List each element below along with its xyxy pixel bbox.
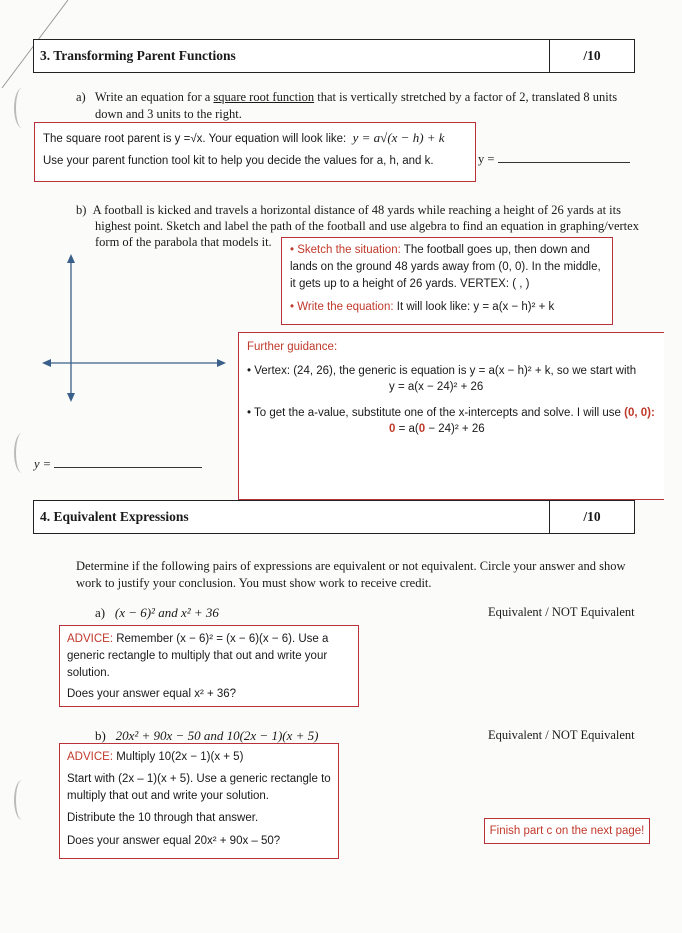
section-4-intro: Determine if the following pairs of expressions are equivalent or not equivalent. Circle your answer and show <box>76 559 626 573</box>
finish-next-page-note: Finish part c on the next page! <box>484 818 650 844</box>
part-3b-question-line2: highest point. Sketch and label the path of the football and use algebra to find an equation in graphing/vertex <box>95 219 639 233</box>
punch-hole-mark <box>14 433 30 473</box>
further-guidance-box: Further guidance: • Vertex: (24, 26), the generic is equation is y = a(x − h)² + k, so we start with y = a(x − 24)² + 26 • To get the a-value, substitute one of the x-intercepts and solve. I will use (0, 0): 0 = a(0 − 24)² + 26 <box>238 332 664 500</box>
section-3-points: /10 <box>549 40 634 72</box>
punch-hole-mark <box>14 780 30 820</box>
part-4b-expression: b) 20x² + 90x − 50 and 10(2x − 1)(x + 5) <box>95 728 319 743</box>
part-4b-choice[interactable]: Equivalent / NOT Equivalent <box>488 728 635 742</box>
part-3a-question-line2: down and 3 units to the right. <box>95 107 242 121</box>
section-3-title: 3. Transforming Parent Functions <box>40 48 236 63</box>
punch-hole-mark <box>14 88 30 128</box>
part-3b-sketch-advice-box: • Sketch the situation: The football goes up, then down and lands on the ground 48 yards away from (0, 0). In the middle, it gets up to a height of 26 yards. VERTEX: ( , ) • Write the equation: It will look like: y = a(x − h)² + k <box>281 237 613 325</box>
part-4b-advice-box: ADVICE: Multiply 10(2x − 1)(x + 5) Start with (2x – 1)(x + 5). Use a generic rectangle to multiply that out and write your solution. Distribute the 10 through that answer. Does your answer equal 20x² + 90x – 50? <box>59 743 339 859</box>
sketch-axes[interactable] <box>40 252 230 404</box>
part-3a-advice-box: The square root parent is y =√x. Your equation will look like: y = a√(x − h) + k Use your parent function tool kit to help you decide the values for a, h, and k. <box>34 122 476 182</box>
part-3a-question: a) Write an equation for a square root function that is vertically stretched by a factor of 2, translated 8 units <box>76 90 618 104</box>
part-4a-choice[interactable]: Equivalent / NOT Equivalent <box>488 605 635 619</box>
section-4-title: 4. Equivalent Expressions <box>40 509 189 524</box>
part-3b-question: b) A football is kicked and travels a horizontal distance of 48 yards while reaching a height of 26 yards at its <box>76 203 621 217</box>
part-3a-answer-line: y = <box>478 150 630 168</box>
section-4-points: /10 <box>549 501 634 533</box>
part-4a-expression: a) (x − 6)² and x² + 36 <box>95 605 219 620</box>
part-3b-question-line3: form of the parabola that models it. <box>95 235 272 249</box>
part-4a-advice-box: ADVICE: Remember (x − 6)² = (x − 6)(x − 6). Use a generic rectangle to multiply that out and write your solution. Does your answer equal x² + 36? <box>59 625 359 707</box>
section-3-header <box>33 39 635 73</box>
section-4-intro-line2: work to justify your conclusion. You must show work to receive credit. <box>76 576 432 590</box>
part-3b-answer-line: y = <box>34 455 202 473</box>
section-4-header <box>33 500 635 534</box>
